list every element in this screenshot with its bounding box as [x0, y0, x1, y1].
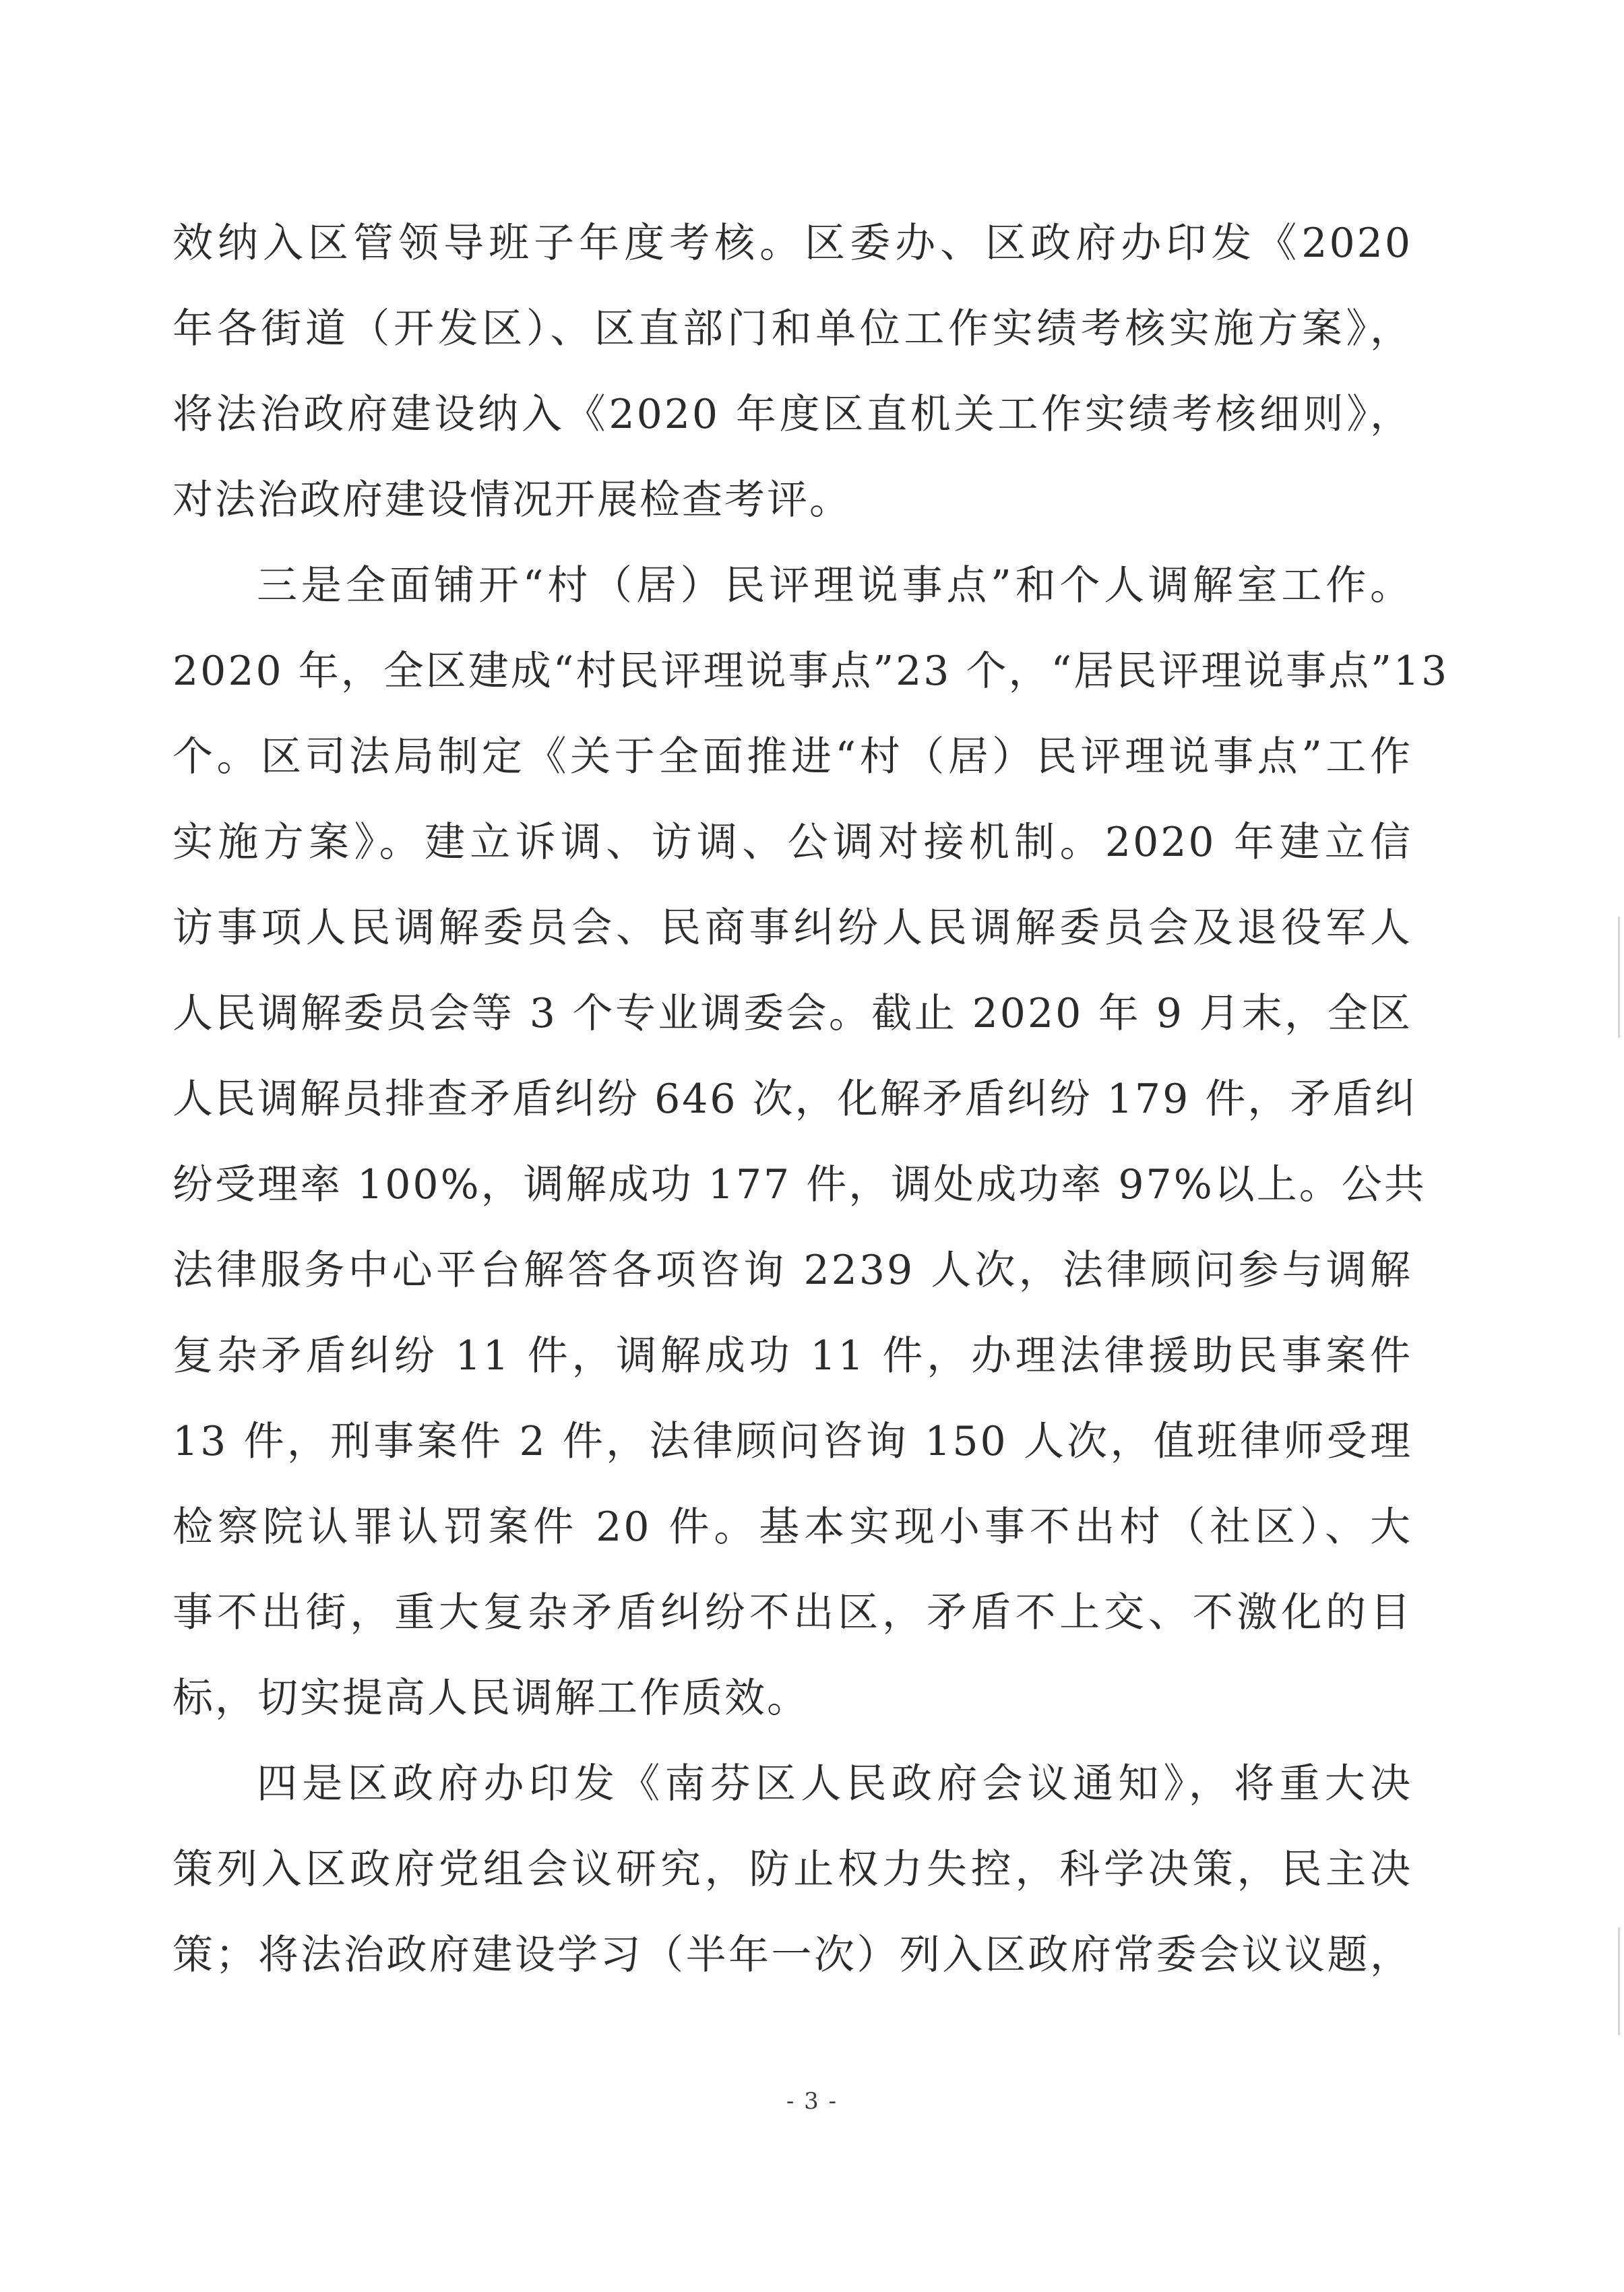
- text-line: 检察院认罪认罚案件 20 件。基本实现小事不出村（社区）、大: [173, 1504, 1412, 1551]
- text-line: 三是全面铺开“村（居）民评理说事点”和个人调解室工作。: [257, 562, 1412, 609]
- text-line: 策；将法治政府建设学习（半年一次）列入区政府常委会议议题，: [173, 1931, 1412, 1979]
- text-line: 实施方案》。建立诉调、访调、公调对接机制。2020 年建立信: [173, 819, 1412, 866]
- text-line: 效纳入区管领导班子年度考核。区委办、区政府办印发《2020: [173, 220, 1412, 267]
- text-line: 将法治政府建设纳入《2020 年度区直机关工作实绩考核细则》，: [173, 391, 1412, 438]
- text-line: 人民调解委员会等 3 个专业调委会。截止 2020 年 9 月末，全区: [173, 990, 1412, 1037]
- text-line: 复杂矛盾纠纷 11 件，调解成功 11 件，办理法律援助民事案件: [173, 1332, 1412, 1380]
- text-line: 标，切实提高人民调解工作质效。: [173, 1675, 809, 1722]
- text-line: 四是区政府办印发《南芬区人民政府会议通知》，将重大决: [257, 1760, 1412, 1807]
- text-line: 对法治政府建设情况开展检查考评。: [173, 476, 852, 524]
- text-line: 13 件，刑事案件 2 件，法律顾问咨询 150 人次，值班律师受理: [173, 1418, 1412, 1465]
- text-line: 年各街道（开发区）、区直部门和单位工作实绩考核实施方案》，: [173, 305, 1412, 352]
- text-line: 事不出街，重大复杂矛盾纠纷不出区，矛盾不上交、不激化的目: [173, 1589, 1412, 1636]
- text-line: 2020 年，全区建成“村民评理说事点”23 个，“居民评理说事点”13: [173, 648, 1449, 695]
- body-text: [173, 201, 1449, 1998]
- scan-edge-mark: [1618, 1927, 1620, 2035]
- text-line: 访事项人民调解委员会、民商事纠纷人民调解委员会及退役军人: [173, 904, 1412, 952]
- text-line: 个。区司法局制定《关于全面推进“村（居）民评理说事点”工作: [173, 733, 1412, 780]
- text-line: 人民调解员排查矛盾纠纷 646 次，化解矛盾纠纷 179 件，矛盾纠: [173, 1076, 1418, 1123]
- text-line: 法律服务中心平台解答各项咨询 2239 人次，法律顾问参与调解: [173, 1247, 1412, 1294]
- text-line: 策列入区政府党组会议研究，防止权力失控，科学决策，民主决: [173, 1846, 1412, 1893]
- page-number: - 3 -: [786, 2088, 838, 2115]
- scan-edge-mark: [1618, 917, 1620, 1038]
- text-line: 纷受理率 100%，调解成功 177 件，调处成功率 97%以上。公共: [173, 1161, 1427, 1208]
